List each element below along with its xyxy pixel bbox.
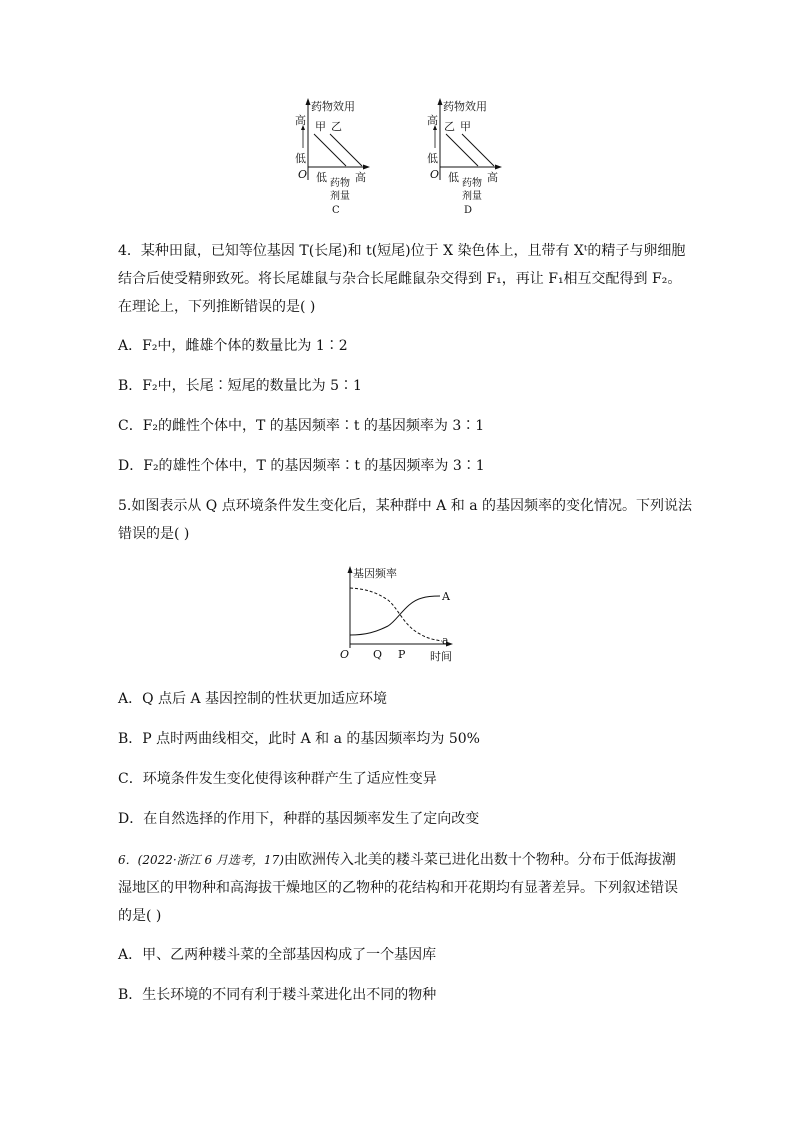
q4-option-c: C．F₂的雌性个体中，T 的基因频率∶t 的基因频率为 3∶1 [118, 418, 485, 434]
tick-p: P [398, 648, 406, 661]
origin-label: O [430, 168, 440, 181]
y-axis-label: 基因频率 [353, 567, 397, 580]
y-axis-label: 药物效用 [443, 100, 487, 113]
high-label: 高 [427, 114, 438, 127]
line2-label: 甲 [460, 120, 471, 133]
caption-d: D [464, 205, 473, 216]
q6-stem-line2: 湿地区的甲物种和高海拔干燥地区的乙物种的花结构和开花期均有显著差异。下列叙述错误 [118, 880, 678, 896]
x-label-2: 剂量 [462, 191, 482, 202]
origin-label: O [298, 168, 308, 181]
x-label-1: 药物 [330, 178, 350, 189]
q5-option-b: B．P 点时两曲线相交，此时 A 和 a 的基因频率均为 50% [118, 731, 480, 747]
q6-stem-line3: 的是( ) [118, 908, 162, 924]
low-label: 低 [427, 152, 438, 165]
curve-label-a: a [442, 634, 449, 647]
line-jia [314, 134, 346, 166]
x-label-2: 剂量 [330, 191, 350, 202]
graph-c [290, 96, 380, 221]
curve-A [350, 596, 440, 635]
line1-label: 甲 [315, 120, 326, 133]
q6-stem-line1 [118, 850, 676, 870]
q6-option-b: B．生长环境的不同有利于耧斗菜进化出不同的物种 [118, 987, 437, 1003]
caption-c: C [332, 205, 340, 216]
q5-option-d: D．在自然选择的作用下，种群的基因频率发生了定向改变 [118, 811, 480, 827]
q4-option-b: B．F₂中，长尾∶短尾的数量比为 5∶1 [118, 378, 362, 394]
line-jia [462, 134, 494, 166]
q5-stem-line1: 5.如图表示从 Q 点环境条件发生变化后，某种群中 A 和 a 的基因频率的变化情况。下列说法 [118, 498, 692, 514]
q6-option-a: A．甲、乙两种耧斗菜的全部基因构成了一个基因库 [118, 947, 437, 963]
x-low-label: 低 [316, 171, 327, 184]
line-yi [446, 134, 478, 166]
q4-stem-line1: 4．某种田鼠，已知等位基因 T(长尾)和 t(短尾)位于 X 染色体上，且带有 Xᵗ的精子与卵细胞 [118, 243, 686, 259]
high-label: 高 [295, 114, 306, 127]
curve-a [350, 588, 442, 641]
q5-option-a: A．Q 点后 A 基因控制的性状更加适应环境 [118, 691, 388, 707]
q5-option-c: C．环境条件发生变化使得该种群产生了适应性变异 [118, 771, 437, 787]
low-label: 低 [295, 152, 306, 165]
line1-label: 乙 [444, 120, 455, 133]
gene-frequency-graph [336, 562, 466, 667]
q4-stem-line2: 结合后使受精卵致死。将长尾雄鼠与杂合长尾雌鼠杂交得到 F₁，再让 F₁相互交配得到 F₂。 [118, 271, 682, 287]
x-high-label: 高 [355, 171, 366, 184]
q6-source: 6．(2022·浙江 6 月选考，17) [118, 853, 284, 867]
y-axis-label: 药物效用 [311, 100, 355, 113]
x-high-label: 高 [487, 171, 498, 184]
graph-d [422, 96, 512, 221]
origin-label: O [340, 648, 350, 661]
q5-stem-line2: 错误的是( ) [118, 526, 190, 542]
curve-label-A: A [442, 590, 450, 603]
line-yi [330, 134, 362, 166]
tick-q: Q [373, 648, 383, 661]
x-label-1: 药物 [462, 178, 482, 189]
q4-option-d: D．F₂的雄性个体中，T 的基因频率∶t 的基因频率为 3∶1 [118, 458, 485, 474]
x-low-label: 低 [448, 171, 459, 184]
q4-option-a: A．F₂中，雌雄个体的数量比为 1∶2 [118, 338, 348, 354]
q6-stem-line1-rest: 由欧洲传入北美的耧斗菜已进化出数十个物种。分布于低海拔潮 [283, 852, 676, 868]
q4-stem-line3: 在理论上，下列推断错误的是( ) [118, 299, 316, 315]
x-axis-label: 时间 [430, 650, 452, 663]
line2-label: 乙 [331, 120, 342, 133]
